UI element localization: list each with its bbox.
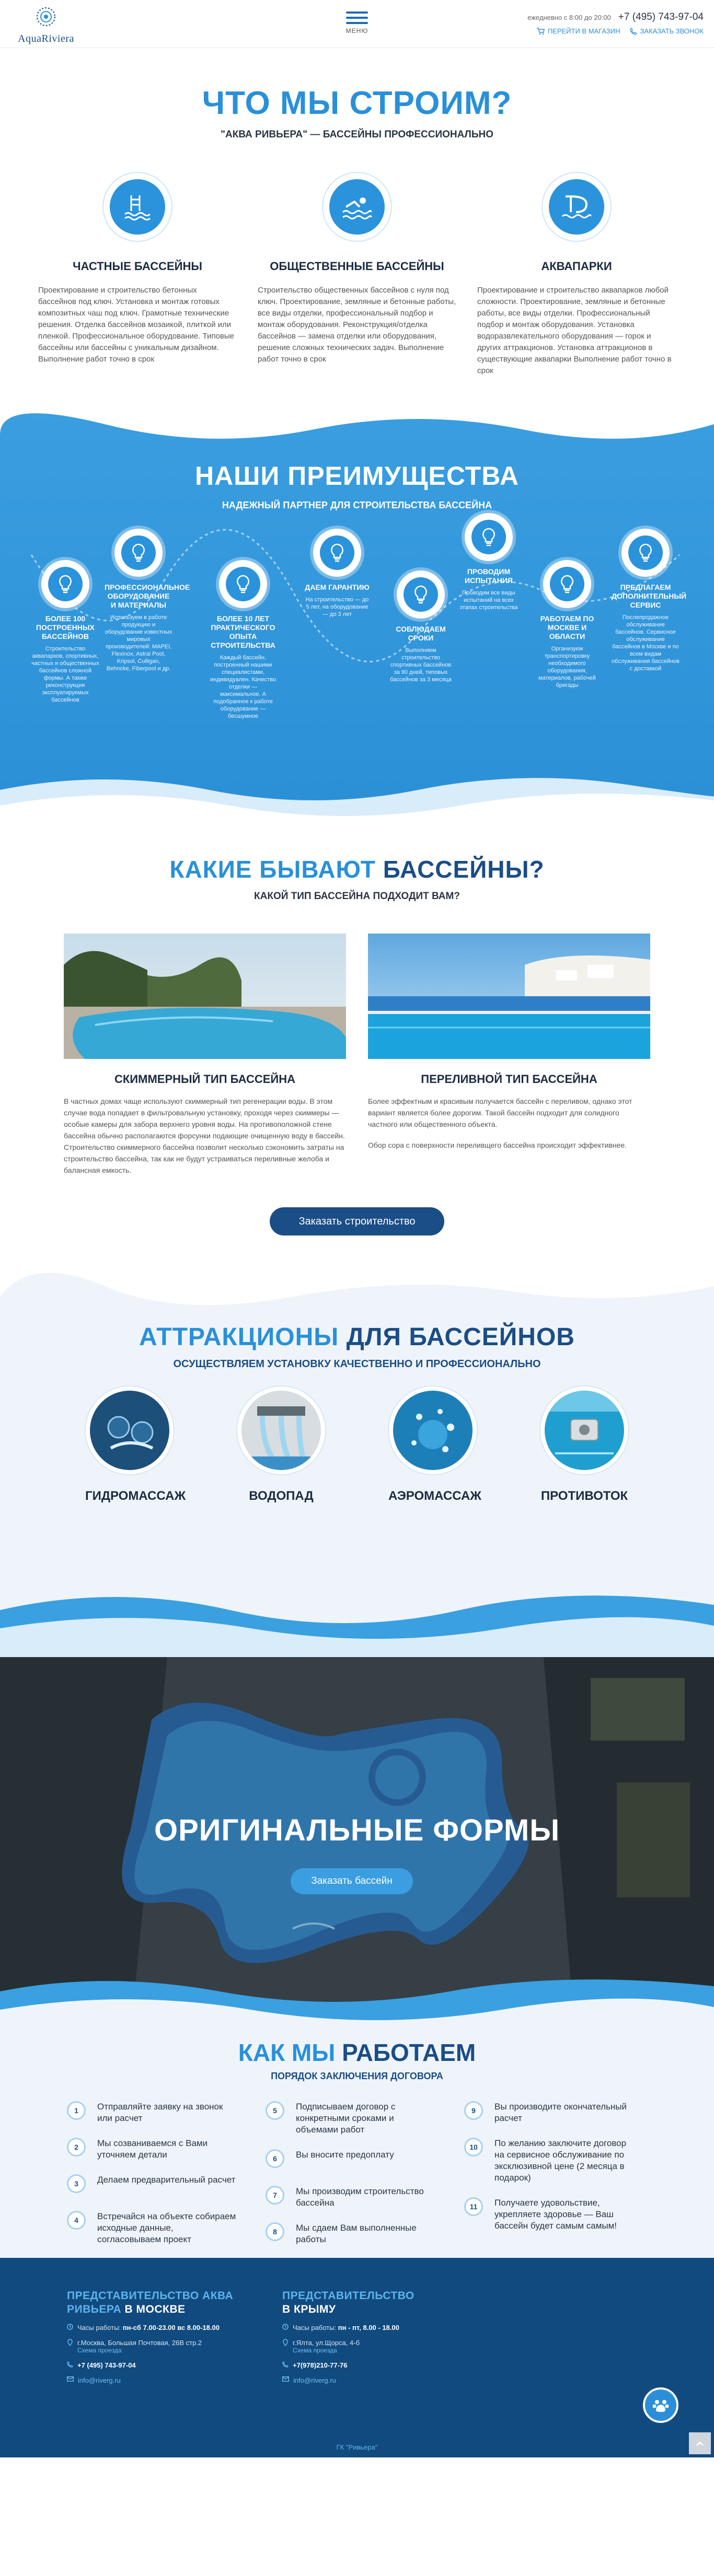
crimea-phone [282, 2361, 470, 2369]
hamburger-icon-bar [346, 22, 368, 24]
crimea-address-text: г.Ялта, ул.Щорса, 4-б [293, 2339, 360, 2347]
shop-link[interactable] [536, 27, 620, 35]
wave-decoration [0, 1579, 714, 1657]
site-header [0, 0, 714, 48]
crimea-address [282, 2339, 470, 2354]
step-number: 4 [67, 2211, 86, 2230]
clock-icon [282, 2324, 289, 2330]
header-contacts [515, 11, 704, 35]
build-item-text: Проектирование и строительство аквапарков любой сложности. Проектирование, земляные и бетонные работы, все виды отделки. Профессиональный подбор и монтаж оборудования. Установка водоразвлекательного оборудования — горок и других аттракционов. Установка аттракционов в существующие аквапарки Выполнение работ точно в срок [477, 286, 672, 375]
crimea-office-title [282, 2289, 470, 2316]
advantage-bulb-inner [226, 567, 260, 601]
build-aquaparks [477, 172, 676, 377]
pool-type-text: Более эффектным и красивым получается бассейн с переливом, однако этот вариант является более дорогим. Такой бассейн подходит для солидного частного или общественного объекта. [368, 1097, 632, 1128]
advantage-bulb [219, 560, 267, 608]
step-number: 2 [67, 2138, 86, 2157]
build-item-text: Проектирование и строительство бетонных бассейнов под ключ. Установка и монтаж готовых композитных чаш под ключ. Грамотные технические решения. Отделка бассейнов мозаикой, плиткой или пленкой. Профессиональное оборудование. Типовые бассейны или бассейны с уникальным дизайном. Выполнение работ точно в срок [38, 286, 234, 364]
public-pools-badge [322, 172, 392, 242]
mail-icon [67, 2376, 74, 2382]
crimea-hours-value: пн - пт, 8.00 - 18.00 [338, 2324, 399, 2332]
advantage-bulb [397, 570, 445, 619]
advantage-bulb [41, 560, 89, 608]
pool-types-title-b: БАССЕЙНЫ? [383, 856, 545, 883]
moscow-email [67, 2376, 255, 2384]
lightbulb-icon [329, 543, 345, 562]
pool-types-subtitle: КАКОЙ ТИП БАССЕЙНА ПОДХОДИТ ВАМ? [254, 891, 460, 902]
crimea-phone-value[interactable]: +7(978)210-77-76 [293, 2361, 348, 2369]
step-text: Мы производим строительство бассейна [296, 2186, 424, 2208]
advantage-item [533, 560, 601, 689]
advantages-subtitle: НАДЕЖНЫЙ ПАРТНЕР ДЛЯ СТРОИТЕЛЬСТВА БАССЕЙНА [222, 500, 492, 510]
menu-button[interactable] [341, 11, 373, 34]
step-number: 11 [464, 2197, 483, 2216]
moscow-hours-label: Часы работы: [77, 2324, 121, 2332]
map-pin-icon [67, 2339, 73, 2346]
how-title-b: РАБОТАЕМ [342, 2039, 476, 2066]
call-link-label: ЗАКАЗАТЬ ЗВОНОК [640, 27, 704, 35]
private-pools-badge-inner [110, 179, 165, 235]
build-private-pools [38, 172, 237, 377]
pool-type-skimmer [64, 934, 346, 1176]
moscow-address-text: г.Москва, Большая Почтовая, 26В стр.2 [77, 2339, 202, 2347]
advantage-bulb-inner [550, 567, 584, 601]
lightbulb-icon [481, 528, 497, 546]
advantage-bulb [621, 529, 670, 577]
moscow-address [67, 2339, 255, 2354]
step-item [67, 2101, 239, 2124]
advantage-title: ПРЕДЛАГАЕМ ДОПОЛНИТЕЛЬНЫЙ СЕРВИС [612, 583, 687, 609]
original-forms-section [0, 1657, 714, 2033]
attraction-label: ПРОТИВОТОК [540, 1489, 628, 1503]
moscow-office-title [67, 2289, 255, 2316]
pool-type-title: СКИММЕРНЫЙ ТИП БАССЕЙНА [114, 1073, 295, 1086]
site-footer [0, 2258, 714, 2457]
attractions-subtitle: ОСУЩЕСТВЛЯЕМ УСТАНОВКУ КАЧЕСТВЕННО И ПРОФЕССИОНАЛЬНО [173, 1358, 541, 1370]
phone-icon [630, 28, 637, 35]
lightbulb-icon [559, 575, 575, 593]
step-text: Делаем предварительный расчет [97, 2175, 236, 2185]
skimmer-pool-image [64, 934, 346, 1059]
step-text: Отправляйте заявку на звонок или расчет [97, 2102, 223, 2123]
aeromassage-bubbles-icon [393, 1391, 473, 1470]
advantages-section [0, 403, 714, 826]
advantage-bulb-inner [404, 577, 438, 612]
attractions-title-b: ДЛЯ БАССЕЙНОВ [346, 1323, 575, 1351]
moscow-scheme-link[interactable]: Схема проезда [77, 2347, 122, 2354]
scroll-to-top-button[interactable] [689, 2432, 711, 2454]
step-number: 8 [266, 2222, 284, 2241]
overflow-pool-image [368, 934, 650, 1059]
step-item [266, 2149, 438, 2172]
step-item [464, 2197, 637, 2232]
advantage-text: Послепродажное обслуживание бассейнов. Сервисное обслуживание бассейнов в Москве и по всем видам обслуживания бассейнов с доставкой [612, 614, 680, 672]
build-subtitle: "АКВА РИВЬЕРА" — БАССЕЙНЫ ПРОФЕССИОНАЛЬНО [220, 129, 494, 140]
build-item-title: ОБЩЕСТВЕННЫЕ БАССЕЙНЫ [270, 260, 444, 273]
step-text: По желанию заключите договор на сервисное обслуживание по эксклюзивной цене (2 месяца в подарок) [494, 2138, 627, 2183]
crimea-office [282, 2289, 470, 2384]
advantage-bulb [114, 529, 163, 577]
advantage-text: Организуем транспортировку необходимого оборудования, материалов, рабочей бригады [538, 646, 596, 689]
attraction-aeromassage[interactable] [388, 1386, 481, 1503]
menu-label: МЕНЮ [346, 27, 368, 34]
wave-decoration [0, 403, 714, 450]
crimea-hours [282, 2324, 470, 2332]
crimea-scheme-link[interactable]: Схема проезда [293, 2347, 337, 2354]
logo-mark-icon [30, 5, 62, 30]
step-text: Подписываем договор с конкретными сроками и объемами работ [296, 2102, 396, 2135]
pool-types-title-a: КАКИЕ БЫВАЮТ [169, 856, 376, 883]
advantage-bulb-inner [628, 535, 663, 570]
chat-button[interactable] [643, 2387, 678, 2423]
counterflow-image [540, 1386, 628, 1474]
pool-type-text: В частных домах чаще используют скиммерный тип регенерации воды. В этом случае вода попадает в фильтровальную установку, проходя через скиммеры — особые камеры для забора верхнего уровня воды. На противоположной стене бассейна обычно располагаются форсунки подающие очищенную воду в бассейн. Строительство скиммерного бассейна позволит несколько сэкономить затраты на строительство бассейна, так как не будут устраиваться переливные желоба и балансная емкость. [64, 1097, 345, 1174]
moscow-hours-value: пн-сб 7.00-23.00 вс 8.00-18.00 [122, 2324, 220, 2332]
advantage-bulb-inner [48, 567, 83, 601]
how-title-a: КАК МЫ [238, 2039, 336, 2066]
pool-type-overflow [368, 934, 650, 1176]
shop-link-label: ПЕРЕЙТИ В МАГАЗИН [547, 27, 620, 35]
hamburger-icon [346, 11, 368, 14]
attractions-title-a: АТТРАКЦИОНЫ [139, 1323, 339, 1351]
map-pin-icon [282, 2339, 289, 2346]
advantage-item [105, 529, 190, 672]
build-public-pools [258, 172, 456, 377]
step-text: Вы производите окончательный расчет [494, 2102, 627, 2123]
order-construction-button[interactable]: Заказать строительство [270, 1207, 444, 1235]
step-text: Получаете удовольствие, укрепляете здоровье — Ваш бассейн будет самым самым! [494, 2198, 617, 2231]
steps-column [67, 2101, 239, 2259]
step-text: Встречайся на объекте собираем исходные данные, согласовываем проект [97, 2211, 236, 2244]
attraction-counterflow[interactable] [540, 1386, 629, 1503]
steps-column [266, 2101, 438, 2259]
step-text: Вы вносите предоплату [296, 2150, 394, 2160]
attraction-label: ГИДРОМАССАЖ [85, 1489, 186, 1503]
step-text: Мы созваниваемся с Вами уточняем детали [97, 2138, 208, 2160]
wave-decoration [0, 769, 714, 826]
aquaparks-badge [542, 172, 612, 242]
advantage-text: Строительство аквапарков, спортивных, частных и общественных бассейнов сложной формы. А также реконструкция эксплуатируемых бассейнов [31, 646, 99, 703]
phone-icon [67, 2361, 73, 2368]
counterflow-icon [545, 1391, 624, 1470]
lightbulb-icon [413, 585, 429, 604]
step-text: Мы сдаем Вам выполненные работы [296, 2223, 417, 2244]
attraction-label: ВОДОПАД [249, 1489, 314, 1503]
step-item [266, 2222, 438, 2245]
wave-decoration [0, 1270, 714, 1328]
chevron-up-icon [696, 2440, 704, 2446]
attractions-title [0, 1323, 714, 1351]
advantage-bulb [543, 560, 591, 608]
phone-icon [282, 2361, 289, 2368]
copyright: ГК "Ривьера" [336, 2443, 378, 2451]
moscow-hours [67, 2324, 255, 2332]
step-number: 10 [464, 2138, 483, 2157]
lightbulb-icon [235, 575, 251, 593]
moscow-title-a: ПРЕДСТАВИТЕЛЬСТВО АКВА РИВЬЕРА [67, 2290, 234, 2315]
waterfall-image [237, 1386, 325, 1474]
pool-type-text-extra: Обор сора с поверхности переливщего бассейна происходит эффективнее. [368, 1141, 627, 1149]
call-link[interactable] [630, 27, 704, 35]
step-item [464, 2101, 637, 2124]
pool-type-title: ПЕРЕЛИВНОЙ ТИП БАССЕЙНА [421, 1073, 597, 1086]
water-slide-icon [560, 191, 593, 223]
pool-types-section [0, 826, 714, 1270]
advantage-item [387, 570, 455, 683]
how-we-work-section [0, 2033, 714, 2258]
advantage-text: Выполняем строительство спортивных бассейнов за 90 дней, типовых бассейнов за 3 месяца [390, 647, 452, 683]
attraction-hydromassage[interactable] [85, 1386, 186, 1503]
advantage-title: ДАЕМ ГАРАНТИЮ [305, 583, 370, 591]
advantage-text: Проводим все виды испытаний на всех этапах строительства [459, 590, 518, 611]
aeromassage-image [389, 1386, 477, 1474]
advantage-title: ПРОФЕССИОНАЛЬНОЕ ОБОРУДОВАНИЕ И МАТЕРИАЛЫ [105, 583, 190, 609]
pool-types-title [0, 855, 714, 883]
hamburger-icon-bar [346, 17, 368, 19]
advantage-text: Каждый бассейн, построенный нашими специалистами, индивидуален. Качество отделки — максимальное. А подобранное к работе оборудование — бесшумное [210, 655, 276, 719]
moscow-email-link[interactable]: info@riverg.ru [78, 2376, 121, 2384]
steps-column [464, 2101, 637, 2259]
advantage-text: На строительство — до 5 лет, на оборудование — до 3 лет [305, 597, 369, 617]
step-number: 9 [464, 2101, 483, 2120]
attraction-label: АЭРОМАССАЖ [388, 1489, 481, 1503]
advantage-title: БОЛЕЕ 100 ПОСТРОЕННЫХ БАССЕЙНОВ [36, 614, 95, 640]
advantage-text: Используем в работе продукцию и оборудование известных мировых производителей: MAPEI, Flexinox, Astral Pool, Kripsol, Culligan, Behncke, Fiberpool и др. [105, 614, 172, 672]
skimmer-pool-illustration [64, 934, 346, 1059]
moscow-phone-value[interactable]: +7 (495) 743-97-04 [77, 2361, 136, 2369]
step-item [67, 2138, 239, 2161]
advantage-item [31, 560, 99, 704]
build-item-title: АКВАПАРКИ [541, 260, 612, 273]
logo-text: AquaRiviera [18, 33, 74, 44]
advantage-item [612, 529, 687, 672]
step-number: 6 [266, 2149, 284, 2168]
step-item [67, 2211, 239, 2245]
step-item [67, 2174, 239, 2197]
advantage-title: ПРОВОДИМ ИСПЫТАНИЯ [465, 567, 513, 585]
moscow-title-b: В МОСКВЕ [124, 2303, 186, 2315]
step-number: 5 [266, 2101, 284, 2120]
advantage-item [455, 513, 523, 611]
build-item-text: Строительство общественных бассейнов с нуля под ключ. Проектирование, земляные и бетонные работы, все виды отделки, профессиональный подбор и монтаж оборудования. Реконструкция/отделка бассейнов — замена отделки или оборудования, решение сложных технических задач. Выполнение работ точно в срок [258, 286, 456, 364]
step-item [266, 2101, 438, 2136]
lightbulb-icon [638, 543, 653, 562]
lightbulb-icon [57, 575, 73, 593]
crimea-title-a: ПРЕДСТАВИТЕЛЬСТВО [282, 2290, 414, 2302]
order-pool-button[interactable]: Заказать бассейн [291, 1868, 413, 1894]
swimmer-icon [341, 191, 373, 223]
attraction-waterfall[interactable] [237, 1386, 326, 1503]
step-number: 3 [67, 2174, 86, 2193]
step-number: 7 [266, 2186, 284, 2205]
paw-chat-icon [652, 2396, 670, 2414]
wave-decoration [0, 1971, 714, 2033]
advantage-title: БОЛЕЕ 10 ЛЕТ ПРАКТИЧЕСКОГО ОПЫТА СТРОИТЕЛЬСТВА [211, 614, 275, 649]
crimea-email-link[interactable]: info@riverg.ru [293, 2376, 336, 2384]
header-phone[interactable]: +7 (495) 743-97-04 [618, 11, 704, 22]
mail-icon [282, 2376, 289, 2382]
advantage-item [303, 529, 371, 618]
advantage-title: РАБОТАЕМ ПО МОСКВЕ И ОБЛАСТИ [540, 614, 594, 640]
build-item-title: ЧАСТНЫЕ БАССЕЙНЫ [73, 260, 202, 273]
lightbulb-icon [131, 543, 146, 562]
working-hours: ежедневно с 8:00 до 20:00 [527, 14, 611, 21]
advantage-bulb-inner [121, 535, 156, 570]
moscow-phone [67, 2361, 255, 2369]
waterfall-icon [241, 1391, 321, 1470]
public-pools-badge-inner [329, 179, 385, 235]
cart-icon [536, 28, 545, 35]
how-we-work-title [0, 2038, 714, 2067]
step-item [464, 2138, 637, 2184]
how-we-work-subtitle: ПОРЯДОК ЗАКЛЮЧЕНИЯ ДОГОВОРА [271, 2071, 443, 2081]
advantage-bulb [465, 513, 513, 561]
hydromassage-jet-icon [90, 1391, 169, 1470]
logo[interactable] [9, 5, 83, 45]
clock-icon [67, 2324, 73, 2330]
crimea-title-b: В КРЫМУ [282, 2303, 336, 2315]
crimea-hours-label: Часы работы: [293, 2324, 337, 2332]
original-forms-title: ОРИГИНАЛЬНЫЕ ФОРМЫ [154, 1813, 560, 1847]
hydromassage-image [86, 1386, 174, 1474]
step-item [266, 2186, 438, 2209]
aquaparks-badge-inner [549, 179, 604, 235]
build-title: ЧТО МЫ СТРОИМ? [202, 85, 512, 121]
crimea-email [282, 2376, 470, 2384]
what-we-build-section [0, 48, 714, 403]
advantage-title: СОБЛЮДАЕМ СРОКИ [396, 625, 446, 642]
advantages-title: НАШИ ПРЕИМУЩЕСТВА [194, 461, 520, 491]
private-pools-badge [102, 172, 172, 242]
overflow-pool-illustration [368, 934, 650, 1059]
step-number: 1 [67, 2101, 86, 2120]
advantage-item [209, 560, 277, 720]
moscow-office [67, 2289, 255, 2384]
pool-ladder-icon [122, 191, 153, 223]
advantage-bulb-inner [320, 535, 354, 570]
advantage-bulb-inner [471, 520, 506, 554]
advantage-bulb [313, 529, 361, 577]
attractions-section [0, 1270, 714, 1657]
